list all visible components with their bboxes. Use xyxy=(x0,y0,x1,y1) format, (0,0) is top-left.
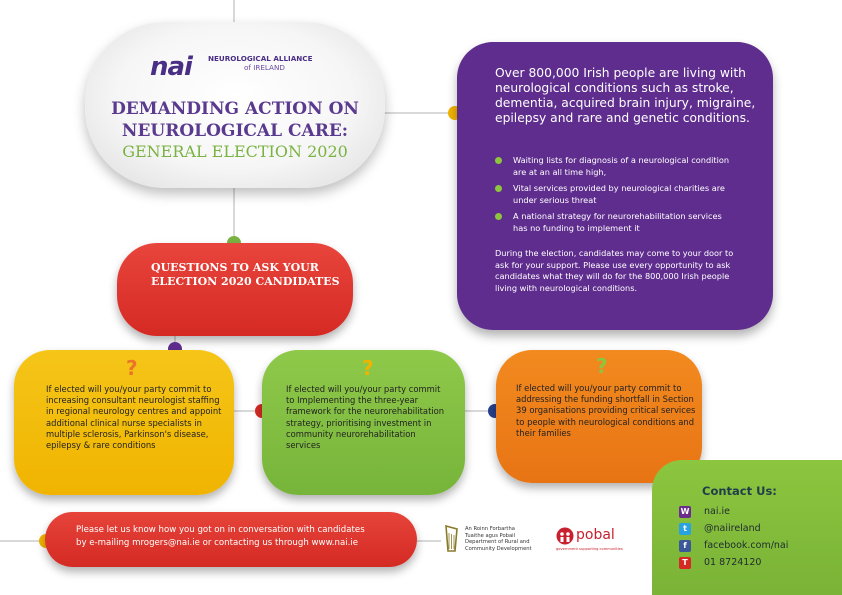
contact-title: Contact Us: xyxy=(702,484,777,498)
gov-line-2: Tuaithe agus Pobail xyxy=(465,532,516,539)
question-mark-icon: ? xyxy=(362,356,374,380)
pobal-logo xyxy=(556,526,636,556)
page-subtitle: GENERAL ELECTION 2020 xyxy=(122,142,348,161)
logo-line-2: of IRELAND xyxy=(244,62,285,72)
list-item xyxy=(495,211,735,234)
intro-text: Over 800,000 Irish people are living with neurological conditions such as stroke, dementia, acquired brain injury, migraine, epilepsy and rare and genetic conditions. xyxy=(495,66,756,125)
connector-line xyxy=(384,112,458,114)
page-title: DEMANDING ACTION ON NEUROLOGICAL CARE: xyxy=(111,99,359,141)
info-panel xyxy=(457,42,773,330)
feedback-panel xyxy=(45,512,417,567)
feedback-line-1: Please let us know how you got on in conversation with candidates xyxy=(76,525,365,535)
bullet-icon xyxy=(495,185,502,192)
bullet-text: Waiting lists for diagnosis of a neurological condition are at an all time high, xyxy=(513,155,730,177)
connector-line xyxy=(233,0,235,22)
list-item xyxy=(495,183,735,206)
list-item xyxy=(495,155,735,178)
phone-icon: T xyxy=(679,557,691,569)
gov-line-4: Community Development xyxy=(465,545,532,552)
nai-logo xyxy=(150,52,313,82)
pobal-tagline: government supporting communities xyxy=(556,547,623,551)
contact-label: @naiireland xyxy=(704,523,761,534)
question-mark-icon: ? xyxy=(126,356,138,380)
questions-heading: QUESTIONS TO ASK YOUR ELECTION 2020 CANDIDATES xyxy=(151,261,340,288)
connector-line xyxy=(417,540,441,542)
bullet-list xyxy=(495,155,735,239)
question-text: If elected will you/your party commit to Implementing the three-year framework for the neurorehabilitation strategy, prioritising investment in community neurorehabilitation services xyxy=(286,384,445,451)
web-icon: W xyxy=(680,507,690,516)
election-text: During the election, candidates may come to your door to ask for your support. Please use every opportunity to ask candidates what they will do for the 800,000 Irish people living with neurological conditions. xyxy=(495,248,734,293)
contact-label: facebook.com/nai xyxy=(704,540,789,551)
gov-line-3: Department of Rural and xyxy=(465,539,530,545)
pobal-emblem-icon xyxy=(556,527,574,545)
question-text: If elected will you/your party commit to addressing the funding shortfall in Section 39 organisations providing critical services to people with neurological conditions and their families xyxy=(516,383,696,438)
bullet-icon xyxy=(495,213,502,220)
twitter-icon: t xyxy=(679,523,691,535)
question-card-1 xyxy=(14,350,234,495)
government-logo xyxy=(441,522,551,562)
bullet-icon xyxy=(495,157,502,164)
question-mark-icon: ? xyxy=(596,354,608,378)
question-text: If elected will you/your party commit to increasing consultant neurologist staffing in regional neurology centres and appoint additional clinical nurse specialists in multiple sclerosis, Parkinson's disease, epilepsy & rare conditions xyxy=(46,384,222,451)
contact-label: nai.ie xyxy=(704,506,730,517)
logo-letters: nai xyxy=(150,52,192,82)
contact-panel xyxy=(652,460,842,595)
gov-line-1: An Roinn Forbartha xyxy=(465,526,515,532)
question-card-2 xyxy=(262,350,465,495)
logo-line-1: NEUROLOGICAL ALLIANCE xyxy=(208,54,313,63)
bullet-text: Vital services provided by neurological charities are under serious threat xyxy=(513,183,725,205)
contact-label: 01 8724120 xyxy=(704,557,762,568)
facebook-icon: f xyxy=(679,540,691,552)
pobal-name: pobal xyxy=(576,527,615,543)
questions-heading-panel xyxy=(117,243,353,336)
bullet-text: A national strategy for neurorehabilitation services has no funding to implement it xyxy=(513,211,722,233)
feedback-line-2: by e-mailing mrogers@nai.ie or contacting us through www.nai.ie xyxy=(76,537,359,548)
harp-icon xyxy=(443,524,461,554)
